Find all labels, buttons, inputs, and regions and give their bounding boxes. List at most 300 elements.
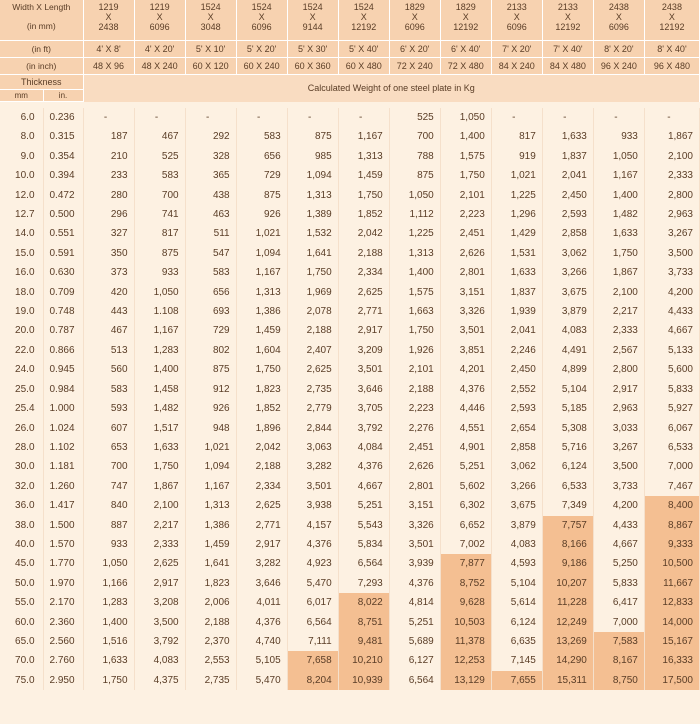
weight-cell: 3,062 <box>491 457 542 476</box>
weight-cell: 2,223 <box>440 205 491 224</box>
weight-cell: 3,063 <box>287 438 338 457</box>
weight-cell: 6,533 <box>542 477 593 496</box>
weight-cell: 1,852 <box>338 205 389 224</box>
weight-cell: 5,834 <box>338 535 389 554</box>
weight-cell: 5,614 <box>491 593 542 612</box>
weight-cell: 2,552 <box>491 380 542 399</box>
weight-cell: 2,333 <box>134 535 185 554</box>
weight-cell: 6,124 <box>542 457 593 476</box>
weight-cell: 1,823 <box>185 574 236 593</box>
weight-cell: 2,801 <box>440 263 491 282</box>
weight-cell: 2,042 <box>236 438 287 457</box>
thickness-in: 0.500 <box>43 205 83 224</box>
weight-cell: 10,939 <box>338 671 389 690</box>
weight-cell: - <box>542 108 593 127</box>
weight-cell: 875 <box>389 166 440 185</box>
weight-cell: 788 <box>389 147 440 166</box>
weight-cell: 8,166 <box>542 535 593 554</box>
weight-cell: 1,867 <box>134 477 185 496</box>
width-mm: 1219 <box>149 2 170 12</box>
weight-cell: 7,111 <box>287 632 338 651</box>
column-dimension-mm <box>338 0 389 41</box>
thickness-in: 1.500 <box>43 516 83 535</box>
weight-cell: 1,482 <box>593 205 644 224</box>
thickness-mm: 32.0 <box>0 477 43 496</box>
weight-cell: 5,105 <box>236 651 287 670</box>
weight-cell: 6,652 <box>440 516 491 535</box>
weight-cell: 16,333 <box>644 651 699 670</box>
column-dimension-ft: 6' X 40' <box>440 41 491 58</box>
weight-cell: 1,633 <box>83 651 134 670</box>
weight-cell: 1,400 <box>593 186 644 205</box>
thickness-in: 2.560 <box>43 632 83 651</box>
thickness-mm: 25.4 <box>0 399 43 418</box>
thickness-in: 0.748 <box>43 302 83 321</box>
weight-cell: 7,877 <box>440 554 491 573</box>
weight-cell: 2,735 <box>287 380 338 399</box>
weight-cell: 3,267 <box>593 438 644 457</box>
weight-cell: 6,127 <box>389 651 440 670</box>
weight-cell: 1,969 <box>287 283 338 302</box>
weight-cell: 3,326 <box>389 516 440 535</box>
width-mm: 2438 <box>661 2 682 12</box>
weight-cell: 2,917 <box>593 380 644 399</box>
weight-cell: 525 <box>134 147 185 166</box>
width-mm: 1219 <box>98 2 119 12</box>
weight-cell: 875 <box>287 127 338 146</box>
weight-cell: 2,553 <box>185 651 236 670</box>
weight-cell: 525 <box>389 108 440 127</box>
weight-cell: 4,376 <box>338 457 389 476</box>
table-row <box>0 108 700 127</box>
weight-cell: 7,757 <box>542 516 593 535</box>
weight-cell: 1,050 <box>440 108 491 127</box>
width-mm: 2133 <box>506 2 527 12</box>
table-row <box>0 263 700 282</box>
thickness-in: 1.181 <box>43 457 83 476</box>
weight-cell: 2,654 <box>491 419 542 438</box>
weight-cell: 13,129 <box>440 671 491 690</box>
weight-cell: 2,100 <box>134 496 185 515</box>
weight-cell: 296 <box>83 205 134 224</box>
column-dimension-mm <box>83 0 134 41</box>
weight-cell: 8,204 <box>287 671 338 690</box>
column-dimension-ft: 7' X 40' <box>542 41 593 58</box>
thickness-in: 1.024 <box>43 419 83 438</box>
weight-cell: 875 <box>185 360 236 379</box>
weight-cell: 2,800 <box>644 186 699 205</box>
weight-cell: 8,022 <box>338 593 389 612</box>
weight-cell: 747 <box>83 477 134 496</box>
weight-cell: 2,370 <box>185 632 236 651</box>
table-row <box>0 302 700 321</box>
thickness-mm: 55.0 <box>0 593 43 612</box>
weight-cell: 1,225 <box>389 224 440 243</box>
thickness-in: 0.236 <box>43 108 83 127</box>
table-row <box>0 224 700 243</box>
weight-cell: 1,386 <box>236 302 287 321</box>
thickness-in: 2.170 <box>43 593 83 612</box>
thickness-mm: 38.0 <box>0 516 43 535</box>
weight-cell: 2,407 <box>287 341 338 360</box>
thickness-in: 1.770 <box>43 554 83 573</box>
weight-cell: 3,282 <box>236 554 287 573</box>
weight-cell: 817 <box>491 127 542 146</box>
weight-cell: 1,313 <box>338 147 389 166</box>
weight-cell: 4,593 <box>491 554 542 573</box>
weight-cell: 467 <box>134 127 185 146</box>
weight-cell: - <box>287 108 338 127</box>
width-mm: 2133 <box>557 2 578 12</box>
weight-cell: 4,551 <box>440 419 491 438</box>
weight-cell: 2,188 <box>185 613 236 632</box>
thickness-in: 0.945 <box>43 360 83 379</box>
weight-cell: 1,641 <box>185 554 236 573</box>
weight-cell: 327 <box>83 224 134 243</box>
thickness-in: 1.417 <box>43 496 83 515</box>
weight-cell: 5,308 <box>542 419 593 438</box>
weight-cell: 3,939 <box>389 554 440 573</box>
weight-cell: 2,858 <box>542 224 593 243</box>
weight-cell: 4,200 <box>644 283 699 302</box>
weight-cell: - <box>644 108 699 127</box>
weight-cell: 2,334 <box>236 477 287 496</box>
thickness-mm: 30.0 <box>0 457 43 476</box>
weight-cell: 1,313 <box>185 496 236 515</box>
weight-cell: 4,083 <box>134 651 185 670</box>
weight-cell: 2,333 <box>593 321 644 340</box>
weight-cell: 4,923 <box>287 554 338 573</box>
weight-cell: 2,963 <box>593 399 644 418</box>
weight-cell: 1,400 <box>440 127 491 146</box>
weight-cell: 1,926 <box>389 341 440 360</box>
weight-cell: 1,459 <box>236 321 287 340</box>
thickness-mm: 28.0 <box>0 438 43 457</box>
weight-cell: 3,500 <box>644 244 699 263</box>
calculated-weight-label: Calculated Weight of one steel plate in Kg <box>83 75 699 102</box>
thickness-mm: 65.0 <box>0 632 43 651</box>
weight-cell: 583 <box>83 380 134 399</box>
weight-cell: 365 <box>185 166 236 185</box>
weight-cell: 1,458 <box>134 380 185 399</box>
column-dimension-mm <box>185 0 236 41</box>
weight-cell: 210 <box>83 147 134 166</box>
times-sign: X <box>258 12 265 22</box>
table-row <box>0 554 700 573</box>
length-mm: 9144 <box>302 22 323 32</box>
weight-cell: 8,167 <box>593 651 644 670</box>
weight-cell: 1,166 <box>83 574 134 593</box>
length-mm: 12192 <box>453 22 479 32</box>
thickness-mm: 26.0 <box>0 419 43 438</box>
column-dimension-mm <box>644 0 699 41</box>
weight-cell: 926 <box>185 399 236 418</box>
column-dimension-mm <box>542 0 593 41</box>
column-dimension-inch: 72 X 240 <box>389 58 440 75</box>
weight-cell: 2,100 <box>593 283 644 302</box>
weight-cell: 1,750 <box>593 244 644 263</box>
weight-cell: 2,451 <box>440 224 491 243</box>
width-mm: 1524 <box>200 2 221 12</box>
weight-cell: 583 <box>236 127 287 146</box>
weight-cell: 1,750 <box>83 671 134 690</box>
weight-cell: 1,604 <box>236 341 287 360</box>
weight-cell: 3,675 <box>491 496 542 515</box>
thickness-label: Thickness <box>0 75 83 90</box>
table-row <box>0 341 700 360</box>
weight-cell: 6,124 <box>491 613 542 632</box>
table-row <box>0 632 700 651</box>
times-sign: X <box>411 12 418 22</box>
weight-cell: 693 <box>185 302 236 321</box>
weight-cell: 4,376 <box>236 613 287 632</box>
weight-cell: 3,851 <box>440 341 491 360</box>
table-row <box>0 186 700 205</box>
weight-cell: 8,400 <box>644 496 699 515</box>
weight-cell: 2,779 <box>287 399 338 418</box>
column-dimension-ft: 8' X 20' <box>593 41 644 58</box>
column-dimension-inch: 60 X 240 <box>236 58 287 75</box>
weight-cell: 6,067 <box>644 419 699 438</box>
weight-cell: 2,625 <box>287 360 338 379</box>
weight-cell: 2,450 <box>491 360 542 379</box>
weight-cell: 2,800 <box>593 360 644 379</box>
weight-cell: 2,593 <box>491 399 542 418</box>
weight-cell: 9,628 <box>440 593 491 612</box>
thickness-mm: 14.0 <box>0 224 43 243</box>
width-length-label-cell <box>0 0 83 41</box>
weight-cell: 1,021 <box>185 438 236 457</box>
length-mm: 6096 <box>506 22 527 32</box>
weight-cell: 443 <box>83 302 134 321</box>
weight-cell: 1,823 <box>236 380 287 399</box>
weight-cell: 15,167 <box>644 632 699 651</box>
weight-cell: 6,533 <box>644 438 699 457</box>
weight-cell: 2,593 <box>542 205 593 224</box>
weight-cell: 5,689 <box>389 632 440 651</box>
weight-cell: 5,104 <box>491 574 542 593</box>
weight-cell: 583 <box>185 263 236 282</box>
weight-cell: 1,852 <box>236 399 287 418</box>
weight-cell: 3,326 <box>440 302 491 321</box>
weight-cell: 5,251 <box>440 457 491 476</box>
weight-cell: 11,378 <box>440 632 491 651</box>
weight-cell: 11,228 <box>542 593 593 612</box>
table-row <box>0 127 700 146</box>
table-row <box>0 477 700 496</box>
weight-cell: 511 <box>185 224 236 243</box>
weight-cell: 1,575 <box>440 147 491 166</box>
column-dimension-ft: 5' X 30' <box>287 41 338 58</box>
weight-cell: 1,400 <box>134 360 185 379</box>
weight-cell: 3,938 <box>287 496 338 515</box>
thickness-in: 0.984 <box>43 380 83 399</box>
weight-cell: 3,151 <box>389 496 440 515</box>
thickness-mm: 18.0 <box>0 283 43 302</box>
column-dimension-inch: 72 X 480 <box>440 58 491 75</box>
weight-cell: 729 <box>236 166 287 185</box>
weight-cell: 7,000 <box>593 613 644 632</box>
weight-cell: 1,641 <box>287 244 338 263</box>
length-mm: 6096 <box>608 22 629 32</box>
weight-cell: 912 <box>185 380 236 399</box>
weight-cell: 3,879 <box>542 302 593 321</box>
weight-cell: 10,207 <box>542 574 593 593</box>
weight-cell: 3,500 <box>134 613 185 632</box>
weight-cell: 1,750 <box>134 457 185 476</box>
weight-cell: 2,451 <box>389 438 440 457</box>
weight-cell: 656 <box>185 283 236 302</box>
weight-cell: 1,112 <box>389 205 440 224</box>
thickness-mm: 12.7 <box>0 205 43 224</box>
mm-label: (in mm) <box>26 21 56 31</box>
thickness-mm: 8.0 <box>0 127 43 146</box>
weight-cell: 1,531 <box>491 244 542 263</box>
weight-cell: 187 <box>83 127 134 146</box>
weight-cell: 2,334 <box>338 263 389 282</box>
weight-cell: 1,633 <box>593 224 644 243</box>
weight-cell: 1,837 <box>491 283 542 302</box>
weight-cell: 1,633 <box>542 127 593 146</box>
weight-cell: 2,625 <box>236 496 287 515</box>
weight-cell: 2,276 <box>389 419 440 438</box>
weight-cell: 4,200 <box>593 496 644 515</box>
column-dimension-ft: 6' X 20' <box>389 41 440 58</box>
weight-cell: 875 <box>236 186 287 205</box>
weight-cell: 1,296 <box>491 205 542 224</box>
thickness-mm: 15.0 <box>0 244 43 263</box>
table-row <box>0 457 700 476</box>
weight-cell: - <box>83 108 134 127</box>
thickness-in: 1.260 <box>43 477 83 496</box>
weight-cell: 3,705 <box>338 399 389 418</box>
table-row <box>0 360 700 379</box>
table-header <box>0 0 700 102</box>
weight-cell: 3,646 <box>236 574 287 593</box>
table-row <box>0 166 700 185</box>
weight-cell: 7,467 <box>644 477 699 496</box>
weight-cell: 2,041 <box>542 166 593 185</box>
weight-cell: 547 <box>185 244 236 263</box>
weight-cell: 6,017 <box>287 593 338 612</box>
weight-cell: 3,208 <box>134 593 185 612</box>
weight-cell: 3,733 <box>593 477 644 496</box>
weight-cell: 802 <box>185 341 236 360</box>
weight-cell: 2,333 <box>644 166 699 185</box>
weight-cell: 5,600 <box>644 360 699 379</box>
thickness-in: 1.970 <box>43 574 83 593</box>
weight-cell: 420 <box>83 283 134 302</box>
weight-cell: 9,481 <box>338 632 389 651</box>
weight-cell: 11,667 <box>644 574 699 593</box>
table-row <box>0 283 700 302</box>
weight-cell: 4,433 <box>644 302 699 321</box>
weight-cell: 4,901 <box>440 438 491 457</box>
weight-cell: 3,266 <box>491 477 542 496</box>
thickness-in: 0.787 <box>43 321 83 340</box>
thickness-mm: 6.0 <box>0 108 43 127</box>
weight-cell: 741 <box>134 205 185 224</box>
weight-cell: 2,188 <box>236 457 287 476</box>
thickness-in: 0.630 <box>43 263 83 282</box>
weight-cell: 4,376 <box>440 380 491 399</box>
weight-cell: 1,389 <box>287 205 338 224</box>
weight-cell: 2,625 <box>338 283 389 302</box>
weight-cell: 2,625 <box>134 554 185 573</box>
weight-cell: 1,516 <box>83 632 134 651</box>
table-row <box>0 419 700 438</box>
weight-cell: 2,801 <box>389 477 440 496</box>
weight-cell: 5,927 <box>644 399 699 418</box>
length-mm: 6096 <box>404 22 425 32</box>
weight-cell: 2,223 <box>389 399 440 418</box>
weight-cell: 280 <box>83 186 134 205</box>
weight-cell: 4,491 <box>542 341 593 360</box>
thickness-in: 0.315 <box>43 127 83 146</box>
weight-cell: 817 <box>134 224 185 243</box>
weight-cell: 2,450 <box>542 186 593 205</box>
weight-cell: 5,470 <box>236 671 287 690</box>
weight-cell: 656 <box>236 147 287 166</box>
weight-cell: 1,429 <box>491 224 542 243</box>
column-dimension-mm <box>287 0 338 41</box>
weight-cell: 1,532 <box>287 224 338 243</box>
weight-cell: 2,917 <box>236 535 287 554</box>
weight-cell: 1,094 <box>287 166 338 185</box>
weight-cell: 1,663 <box>389 302 440 321</box>
thickness-mm: 16.0 <box>0 263 43 282</box>
weight-cell: 4,376 <box>287 535 338 554</box>
weight-cell: 3,501 <box>287 477 338 496</box>
weight-cell: 10,503 <box>440 613 491 632</box>
thickness-in: 0.591 <box>43 244 83 263</box>
weight-cell: 5,833 <box>593 574 644 593</box>
times-sign: X <box>309 12 316 22</box>
weight-cell: 700 <box>389 127 440 146</box>
weight-cell: 887 <box>83 516 134 535</box>
thickness-in: 2.760 <box>43 651 83 670</box>
thickness-in: 0.394 <box>43 166 83 185</box>
length-mm: 12192 <box>351 22 377 32</box>
weight-cell: 233 <box>83 166 134 185</box>
weight-cell: 1,225 <box>491 186 542 205</box>
weight-cell: 6,564 <box>287 613 338 632</box>
column-dimension-inch: 84 X 240 <box>491 58 542 75</box>
weight-cell: 10,210 <box>338 651 389 670</box>
weight-cell: 4,446 <box>440 399 491 418</box>
length-mm: 6096 <box>149 22 170 32</box>
weight-cell: 292 <box>185 127 236 146</box>
width-mm: 1829 <box>455 2 476 12</box>
weight-cell: 4,667 <box>338 477 389 496</box>
table-row <box>0 496 700 515</box>
weight-cell: 593 <box>83 399 134 418</box>
column-dimension-ft: 5' X 10' <box>185 41 236 58</box>
weight-cell: 1,167 <box>593 166 644 185</box>
weight-cell: 2,771 <box>236 516 287 535</box>
thickness-mm: 10.0 <box>0 166 43 185</box>
weight-cell: 1,167 <box>134 321 185 340</box>
weight-cell: 1,482 <box>134 399 185 418</box>
weight-cell: 1,021 <box>236 224 287 243</box>
column-dimension-inch: 48 X 96 <box>83 58 134 75</box>
column-dimension-inch: 60 X 120 <box>185 58 236 75</box>
thickness-mm: 22.0 <box>0 341 43 360</box>
weight-cell: 1,313 <box>389 244 440 263</box>
weight-cell: 7,658 <box>287 651 338 670</box>
weight-cell: 933 <box>83 535 134 554</box>
weight-cell: 1,400 <box>389 263 440 282</box>
